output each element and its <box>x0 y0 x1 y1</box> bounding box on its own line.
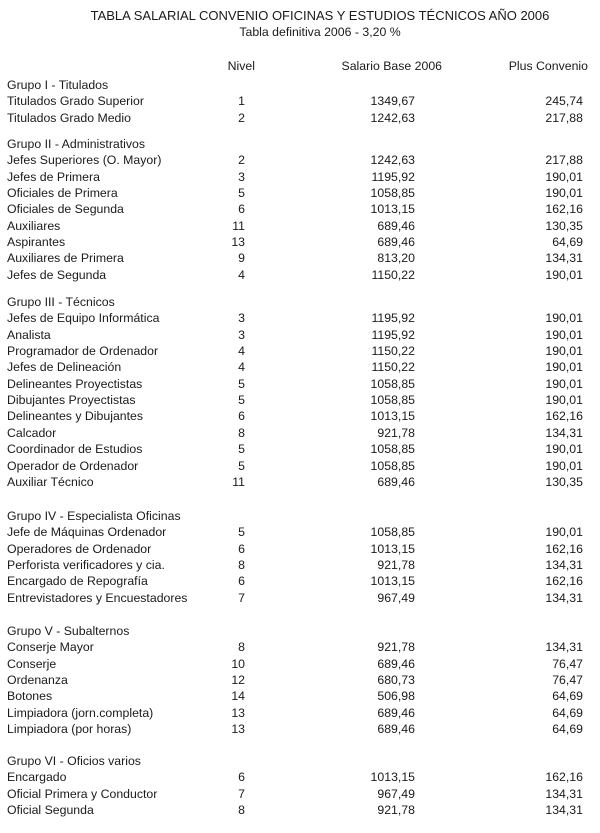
plus-cell: 190,01 <box>545 442 583 457</box>
group-name: Grupo VI - Oficios varios <box>7 754 141 768</box>
category-cell: Entrevistadores y Encuestadores <box>7 590 188 605</box>
table-row <box>0 656 600 672</box>
category-cell: Oficiales de Segunda <box>7 202 124 217</box>
plus-cell: 190,01 <box>545 525 583 540</box>
category-cell: Coordinador de Estudios <box>7 442 143 457</box>
salario-cell: 967,49 <box>377 786 415 801</box>
table-row <box>0 169 600 185</box>
salario-cell: 689,46 <box>377 656 415 671</box>
salario-cell: 1013,15 <box>370 770 415 785</box>
salario-cell: 921,78 <box>377 803 415 818</box>
salario-cell: 1058,85 <box>370 458 415 473</box>
table-row <box>0 524 600 540</box>
plus-cell: 190,01 <box>545 393 583 408</box>
category-cell: Auxiliares <box>7 218 61 233</box>
nivel-cell: 8 <box>238 640 245 655</box>
header-salario: Salario Base 2006 <box>341 59 442 73</box>
category-cell: Encargado de Repografía <box>7 574 148 589</box>
salario-cell: 1013,15 <box>370 202 415 217</box>
table-row <box>0 408 600 424</box>
table-row <box>0 327 600 343</box>
category-cell: Operador de Ordenador <box>7 458 139 473</box>
plus-cell: 134,31 <box>545 251 583 266</box>
category-cell: Oficiales de Primera <box>7 186 118 201</box>
table-row <box>0 425 600 441</box>
salario-cell: 680,73 <box>377 673 415 688</box>
category-cell: Limpiadora (por horas) <box>7 722 132 737</box>
nivel-cell: 7 <box>238 590 245 605</box>
table-row <box>0 557 600 573</box>
salario-cell: 921,78 <box>377 425 415 440</box>
document-title: TABLA SALARIAL CONVENIO OFICINAS Y ESTUDIOS TÉCNICOS AÑO 2006 <box>90 8 550 23</box>
table-row <box>0 802 600 818</box>
plus-cell: 134,31 <box>545 558 583 573</box>
group-heading <box>0 508 600 524</box>
category-cell: Jefe de Máquinas Ordenador <box>7 525 167 540</box>
table-row <box>0 590 600 606</box>
plus-cell: 64,69 <box>552 235 583 250</box>
nivel-cell: 3 <box>238 169 245 184</box>
plus-cell: 217,88 <box>545 153 583 168</box>
salario-cell: 813,20 <box>377 251 415 266</box>
nivel-cell: 14 <box>231 689 245 704</box>
plus-cell: 134,31 <box>545 803 583 818</box>
category-cell: Auxiliar Técnico <box>7 474 94 489</box>
nivel-cell: 5 <box>238 525 245 540</box>
salario-cell: 1058,85 <box>370 376 415 391</box>
salario-cell: 689,46 <box>377 722 415 737</box>
plus-cell: 190,01 <box>545 267 583 282</box>
plus-cell: 134,31 <box>545 640 583 655</box>
nivel-cell: 12 <box>231 673 245 688</box>
table-row <box>0 201 600 217</box>
salario-cell: 1058,85 <box>370 186 415 201</box>
nivel-cell: 5 <box>238 442 245 457</box>
salario-cell: 1242,63 <box>370 110 415 125</box>
nivel-cell: 2 <box>238 110 245 125</box>
plus-cell: 130,35 <box>545 218 583 233</box>
category-cell: Limpiadora (jorn.completa) <box>7 705 154 720</box>
salario-cell: 1150,22 <box>371 360 415 375</box>
table-row <box>0 234 600 250</box>
nivel-cell: 6 <box>238 409 245 424</box>
document-subtitle: Tabla definitiva 2006 - 3,20 % <box>239 25 401 39</box>
group-name: Grupo IV - Especialista Oficinas <box>7 509 181 523</box>
category-cell: Jefes Superiores (O. Mayor) <box>7 153 162 168</box>
table-header <box>0 59 600 75</box>
category-cell: Oficial Segunda <box>7 803 94 818</box>
salario-cell: 689,46 <box>377 705 415 720</box>
salario-cell: 1195,92 <box>371 327 415 342</box>
plus-cell: 190,01 <box>545 344 583 359</box>
group-heading <box>0 77 600 93</box>
category-cell: Titulados Grado Superior <box>7 94 144 109</box>
category-cell: Delineantes Proyectistas <box>7 376 143 391</box>
category-cell: Jefes de Equipo Informática <box>7 311 160 326</box>
plus-cell: 162,16 <box>545 541 583 556</box>
plus-cell: 245,74 <box>545 94 583 109</box>
nivel-cell: 13 <box>231 722 245 737</box>
category-cell: Conserje <box>7 656 57 671</box>
table-row <box>0 705 600 721</box>
nivel-cell: 6 <box>238 770 245 785</box>
nivel-cell: 4 <box>238 267 245 282</box>
nivel-cell: 5 <box>238 458 245 473</box>
salario-cell: 689,46 <box>377 218 415 233</box>
category-cell: Perforista verificadores y cia. <box>7 558 165 573</box>
salario-cell: 921,78 <box>377 640 415 655</box>
category-cell: Conserje Mayor <box>7 640 94 655</box>
plus-cell: 217,88 <box>545 110 583 125</box>
group-heading <box>0 623 600 639</box>
nivel-cell: 6 <box>238 574 245 589</box>
salario-cell: 1195,92 <box>371 311 415 326</box>
table-row <box>0 573 600 589</box>
plus-cell: 76,47 <box>552 673 583 688</box>
category-cell: Analista <box>7 327 51 342</box>
category-cell: Dibujantes Proyectistas <box>7 393 136 408</box>
category-cell: Titulados Grado Medio <box>7 110 131 125</box>
plus-cell: 162,16 <box>545 202 583 217</box>
table-row <box>0 688 600 704</box>
category-cell: Oficial Primera y Conductor <box>7 786 158 801</box>
nivel-cell: 8 <box>238 425 245 440</box>
nivel-cell: 9 <box>238 251 245 266</box>
category-cell: Encargado <box>7 770 67 785</box>
plus-cell: 162,16 <box>545 574 583 589</box>
table-row <box>0 110 600 126</box>
table-row <box>0 441 600 457</box>
table-row <box>0 343 600 359</box>
plus-cell: 130,35 <box>545 474 583 489</box>
nivel-cell: 10 <box>231 656 245 671</box>
category-cell: Botones <box>7 689 53 704</box>
plus-cell: 162,16 <box>545 409 583 424</box>
plus-cell: 190,01 <box>545 311 583 326</box>
salario-cell: 1013,15 <box>370 574 415 589</box>
table-row <box>0 376 600 392</box>
salario-cell: 689,46 <box>377 235 415 250</box>
table-row <box>0 152 600 168</box>
salario-cell: 1058,85 <box>370 525 415 540</box>
category-cell: Jefes de Segunda <box>7 267 107 282</box>
salario-cell: 1013,15 <box>370 541 415 556</box>
nivel-cell: 4 <box>238 344 245 359</box>
nivel-cell: 13 <box>231 705 245 720</box>
plus-cell: 190,01 <box>545 376 583 391</box>
table-row <box>0 267 600 283</box>
group-name: Grupo III - Técnicos <box>7 295 115 309</box>
category-cell: Operadores de Ordenador <box>7 541 152 556</box>
plus-cell: 190,01 <box>545 360 583 375</box>
table-row <box>0 786 600 802</box>
group-name: Grupo V - Subalternos <box>7 624 130 638</box>
salario-cell: 1058,85 <box>370 442 415 457</box>
plus-cell: 64,69 <box>552 689 583 704</box>
salario-cell: 1242,63 <box>370 153 415 168</box>
nivel-cell: 1 <box>238 94 245 109</box>
category-cell: Calcador <box>7 425 57 440</box>
nivel-cell: 8 <box>238 803 245 818</box>
plus-cell: 134,31 <box>545 786 583 801</box>
category-cell: Jefes de Primera <box>7 169 100 184</box>
salario-cell: 1013,15 <box>370 409 415 424</box>
nivel-cell: 7 <box>238 786 245 801</box>
category-cell: Delineantes y Dibujantes <box>7 409 144 424</box>
salario-cell: 1058,85 <box>370 393 415 408</box>
salario-cell: 1150,22 <box>371 267 415 282</box>
salario-cell: 689,46 <box>377 474 415 489</box>
group-heading <box>0 294 600 310</box>
table-row <box>0 672 600 688</box>
category-cell: Jefes de Delineación <box>7 360 122 375</box>
nivel-cell: 11 <box>232 218 245 233</box>
plus-cell: 190,01 <box>545 458 583 473</box>
category-cell: Auxiliares de Primera <box>7 251 124 266</box>
plus-cell: 190,01 <box>545 327 583 342</box>
plus-cell: 64,69 <box>552 722 583 737</box>
salario-cell: 1195,92 <box>371 169 415 184</box>
nivel-cell: 2 <box>238 153 245 168</box>
table-row <box>0 474 600 490</box>
table-row <box>0 218 600 234</box>
table-row <box>0 639 600 655</box>
table-row <box>0 310 600 326</box>
table-row <box>0 359 600 375</box>
table-row <box>0 250 600 266</box>
plus-cell: 190,01 <box>545 169 583 184</box>
nivel-cell: 5 <box>238 186 245 201</box>
plus-cell: 162,16 <box>545 770 583 785</box>
table-row <box>0 93 600 109</box>
plus-cell: 64,69 <box>552 705 583 720</box>
salario-cell: 1349,67 <box>370 94 415 109</box>
table-row <box>0 458 600 474</box>
category-cell: Ordenanza <box>7 673 68 688</box>
nivel-cell: 3 <box>238 311 245 326</box>
nivel-cell: 6 <box>238 202 245 217</box>
group-heading <box>0 136 600 152</box>
nivel-cell: 11 <box>232 474 245 489</box>
table-row <box>0 721 600 737</box>
salario-cell: 506,98 <box>377 689 415 704</box>
plus-cell: 134,31 <box>545 425 583 440</box>
nivel-cell: 8 <box>238 558 245 573</box>
header-plus: Plus Convenio <box>508 59 588 73</box>
category-cell: Aspirantes <box>7 235 66 250</box>
salario-cell: 1150,22 <box>371 344 415 359</box>
plus-cell: 76,47 <box>552 656 583 671</box>
table-row <box>0 185 600 201</box>
group-name: Grupo II - Administrativos <box>7 137 146 151</box>
header-nivel: Nivel <box>227 59 255 73</box>
table-row <box>0 769 600 785</box>
table-row <box>0 392 600 408</box>
nivel-cell: 5 <box>238 376 245 391</box>
nivel-cell: 13 <box>231 235 245 250</box>
nivel-cell: 6 <box>238 541 245 556</box>
category-cell: Programador de Ordenador <box>7 344 159 359</box>
plus-cell: 190,01 <box>545 186 583 201</box>
salario-cell: 967,49 <box>377 590 415 605</box>
nivel-cell: 3 <box>238 327 245 342</box>
nivel-cell: 5 <box>238 393 245 408</box>
salario-cell: 921,78 <box>377 558 415 573</box>
group-name: Grupo I - Titulados <box>7 78 109 92</box>
nivel-cell: 4 <box>238 360 245 375</box>
table-row <box>0 541 600 557</box>
plus-cell: 134,31 <box>545 590 583 605</box>
group-heading <box>0 753 600 769</box>
